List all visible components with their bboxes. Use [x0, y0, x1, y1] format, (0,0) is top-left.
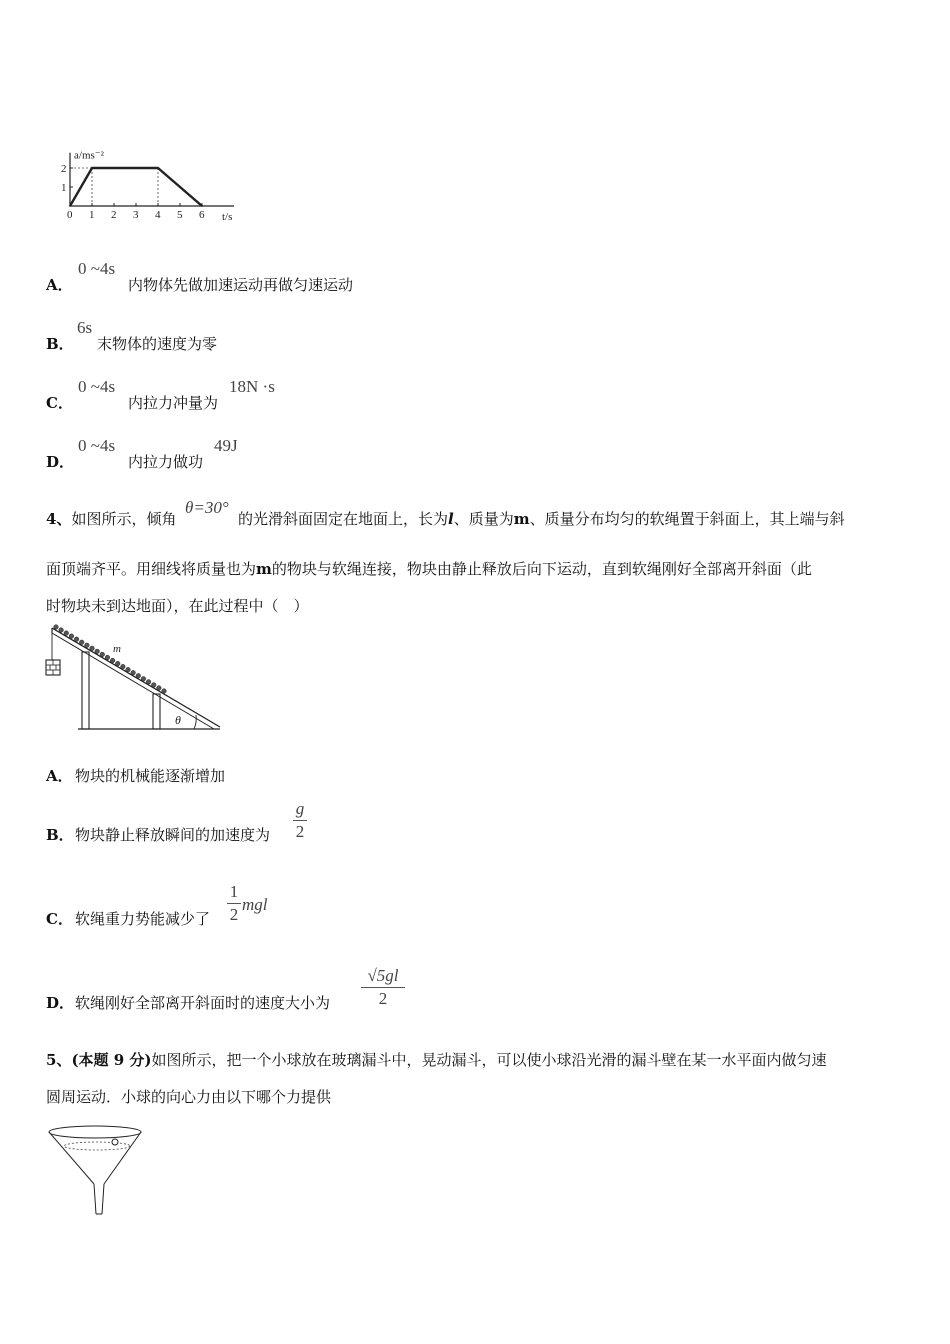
data-point — [201, 205, 203, 207]
option-b-math: 6s — [77, 318, 93, 337]
y-tick-label: 1 — [61, 182, 67, 194]
question-4-stem-b: 的光滑斜面固定在地面上，长为 — [238, 510, 449, 528]
question-4-number: 4、 — [46, 510, 72, 528]
option-a-letter: A． — [46, 276, 73, 294]
question-5-number: 5、 — [46, 1051, 72, 1069]
rope-segment — [100, 652, 105, 657]
q4-option-d-letter: D． — [46, 994, 75, 1012]
fraction-denominator: 2 — [229, 905, 239, 924]
length-symbol: l — [448, 510, 454, 528]
option-d-math: 0 ~4s — [78, 436, 116, 455]
q4-option-c-tail: mgl — [242, 895, 268, 914]
option-c-math2: 18N ·s — [229, 377, 275, 396]
option-c-math: 0 ~4s — [78, 377, 116, 396]
question-4-line2 — [46, 560, 926, 579]
option-c-letter: C． — [46, 394, 73, 412]
question-4-stem-d: 、质量分布均匀的软绳置于斜面上，其上端与斜 — [529, 510, 845, 528]
data-point — [91, 167, 93, 169]
x-tick-label: 5 — [177, 209, 183, 221]
q4-option-c-letter: C． — [46, 910, 73, 928]
question-4-line2-a: 面顶端齐平。用细线将质量也为 — [46, 560, 257, 578]
funnel-figure — [44, 1120, 144, 1220]
rope-mass-label: m — [113, 643, 121, 655]
rope-segment — [90, 646, 95, 651]
x-tick-label: 1 — [89, 209, 95, 221]
question-5-text-1: 如图所示，把一个小球放在玻璃漏斗中，晃动漏斗，可以使小球沿光滑的漏斗壁在某一水平面内做匀速 — [151, 1051, 827, 1069]
fraction-numerator: √5gl — [367, 966, 399, 985]
x-tick-label: 4 — [155, 209, 161, 221]
question-4-stem-a: 如图所示，倾角 — [71, 510, 177, 528]
q4-option-b-text: 物块静止释放瞬间的加速度为 — [75, 826, 271, 844]
rope-segment — [131, 670, 136, 675]
x-tick-label: 0 — [67, 209, 73, 221]
option-d-math2: 49J — [214, 436, 238, 455]
data-point — [69, 205, 71, 207]
rope-segment — [85, 643, 90, 648]
rope-segment — [64, 631, 69, 636]
x-tick-label: 6 — [199, 209, 205, 221]
y-axis-label: a/ms⁻² — [74, 149, 104, 162]
fraction-denominator: 2 — [295, 822, 305, 841]
fraction-numerator: 1 — [229, 882, 239, 901]
option-a-text: 内物体先做加速运动再做匀速运动 — [128, 276, 354, 294]
rope-segment — [136, 673, 141, 678]
rope-segment — [74, 637, 79, 642]
q4-option-a-text: 物块的机械能逐渐增加 — [75, 767, 226, 785]
fraction-denominator: 2 — [378, 989, 388, 1008]
rope-segment — [151, 683, 156, 688]
rope-segment — [162, 689, 167, 694]
question-4-angle: θ=30° — [185, 498, 229, 517]
data-series-line — [70, 168, 202, 206]
q4-option-d-fraction — [361, 967, 405, 1008]
rope-segment — [157, 686, 162, 691]
q4-option-c-fraction — [227, 883, 241, 924]
rope-segment — [59, 628, 64, 633]
x-tick-label: 3 — [133, 209, 139, 221]
question-5-line2: 圆周运动．小球的向心力由以下哪个力提供 — [46, 1088, 332, 1106]
option-d-text: 内拉力做功 — [128, 453, 204, 471]
angle-label: θ — [175, 713, 181, 727]
rope-segment — [121, 664, 126, 669]
rope-segment — [95, 649, 100, 654]
rope-segment — [126, 667, 131, 672]
x-tick-label: 2 — [111, 209, 117, 221]
question-5-score: (本题 9 分) — [71, 1051, 152, 1069]
hanging-block — [46, 660, 60, 675]
question-4-stem-c: 、质量为 — [453, 510, 514, 528]
rope-segment — [115, 661, 120, 666]
option-c-text: 内拉力冲量为 — [128, 394, 219, 412]
mass-symbol: m — [513, 510, 530, 528]
option-d-letter: D． — [46, 453, 75, 471]
question-4-line2-b: 的物块与软绳连接，物块由静止释放后向下运动，直到软绳刚好全部离开斜面（此 — [271, 560, 812, 578]
q4-option-a-letter: A． — [46, 767, 73, 785]
acceleration-time-graph — [40, 104, 280, 232]
rope-segment — [54, 625, 59, 630]
option-b-letter: B． — [46, 335, 74, 353]
question-4-line3: 时物块未到达地面），在此过程中（ ） — [46, 597, 309, 615]
fraction-numerator: g — [295, 799, 305, 818]
option-a-math: 0 ~4s — [78, 259, 116, 278]
data-point — [157, 167, 159, 169]
q4-option-b-fraction — [293, 800, 307, 841]
mass-symbol-2: m — [256, 560, 272, 578]
y-tick-label: 2 — [61, 163, 67, 175]
rope-segment — [69, 634, 74, 639]
q4-option-b-letter: B． — [46, 826, 74, 844]
rope-segment — [79, 640, 84, 645]
incline-figure — [44, 622, 224, 734]
rope-segment — [105, 655, 110, 660]
question-4-line1-rest — [238, 510, 918, 529]
q4-option-c-text: 软绳重力势能减少了 — [75, 910, 211, 928]
rope-segment — [146, 680, 151, 685]
rope-segment — [110, 658, 115, 663]
question-5-line1 — [46, 1051, 926, 1070]
q4-option-d-text: 软绳刚好全部离开斜面时的速度大小为 — [75, 994, 331, 1012]
x-axis-label: t/s — [222, 211, 233, 223]
ball — [112, 1139, 118, 1145]
rope-segment — [141, 677, 146, 682]
option-b-text: 末物体的速度为零 — [97, 335, 218, 353]
